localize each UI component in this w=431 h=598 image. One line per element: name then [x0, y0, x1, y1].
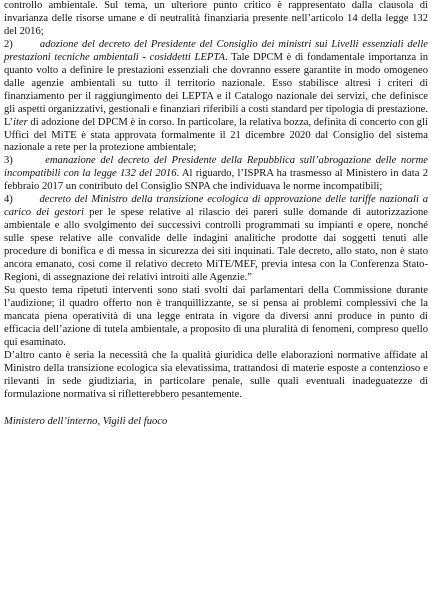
intro-paragraph: controllo ambientale. Sul tema, un ulteriore punto critico è rappresentato dalla clausola di invarianza delle risorse umane e di neutralità finanziaria presente nell’articolo 14 della legge 132 del 2016; [4, 0, 428, 37]
list-item-4 [4, 194, 428, 285]
list-item-4-number: 4) [4, 194, 13, 206]
list-item-2-text-a: . Tale DPCM è di fondamentale importanza in quanto volto a definire le prestazioni essenziali che dovranno essere garantite in modo omogeneo dalle agenzie ambientali su tutto il territorio nazionale. Esso stabilisce altresì i criteri di finanziamento per il raggiungimento dei LEPTA e il Catalogo nazionale dei servizi, che definisce gli aspetti organizzativi, gestionali e finanziari riferibili a costi standard per tipologia di prestazione. L’ [4, 51, 428, 128]
list-item-3-number: 3) [4, 155, 13, 167]
list-item-3-text: . Al riguardo, l’ISPRA ha trasmesso al Ministero in data 2 febbraio 2017 un contributo del Consiglio SNPA che individuava le norme incompatibili; [4, 168, 428, 193]
list-item-2-iter: iter [13, 116, 28, 128]
body-paragraph-2: D’altro canto è seria la necessità che la qualità giuridica delle elaborazioni normative affidate al Ministro della transizione ecologica sia elevatissima, trattandosi di materie esposte a contenzioso e rilevanti in sede giudiziaria, in particolare penale, sulle quali eventuali inadeguatezze di formulazione normativa si rifletterebbero pesantemente. [4, 349, 428, 400]
list-item-2-text-b: di adozione del DPCM è in corso. In particolare, la relativa bozza, definita di concerto con gli Uffici del MiTE è stata approvata formalmente il 21 dicembre 2020 dal Consiglio del sistema nazionale a rete per la protezione ambientale; [4, 116, 428, 154]
list-item-2-number: 2) [4, 38, 13, 50]
list-item-2 [4, 39, 428, 156]
list-item-4-title: decreto del Ministro della transizione ecologica di approvazione delle tariffe nazionali a carico dei gestori [4, 194, 428, 219]
body-paragraph-1: Su questo tema ripetuti interventi sono stati svolti dai parlamentari della Commissione durante l’audizione; il quadro offerto non è tranquillizzante, se si pensa ai problemi complessivi che la mancata piena operatività di una legge entrata in vigore da diversi anni produce in punto di efficacia dell’azione di tutela ambientale, a proposito di una pluralità di fenomeni, compreso quello qui esaminato. [4, 284, 428, 348]
spacer [4, 402, 428, 416]
list-item-3-title: emanazione del decreto del Presidente della Repubblica sull’abrogazione delle norme incompatibili con la legge 132 del 2016 [4, 155, 428, 180]
list-item-2-title: adozione del decreto del Presidente del Consiglio dei ministri sui Livelli essenziali delle prestazioni tecniche ambientali - cosiddetti LEPTA [4, 38, 428, 63]
section-signature: Ministero dell’interno, Vigili del fuoco [4, 415, 168, 427]
list-item-4-text: per le spese relative al rilascio dei pareri sulle domande di autorizzazione ambientale e allo svolgimento dei successivi controlli programmati su impianti e opere, nonché sulle spese relative alle convalide delle indagini analitiche prodotte dai soggetti tenuti alle procedure di bonifica e di messa in sicurezza dei siti inquinati. Tale decreto, allo stato, non è stato ancora emanato, così come il relativo decreto MiTE/MEF, previa intesa con la Conferenza Stato-Regioni, di assegnazione dei relativi introiti alle Agenzie.” [4, 207, 428, 284]
list-item-3 [4, 155, 428, 194]
